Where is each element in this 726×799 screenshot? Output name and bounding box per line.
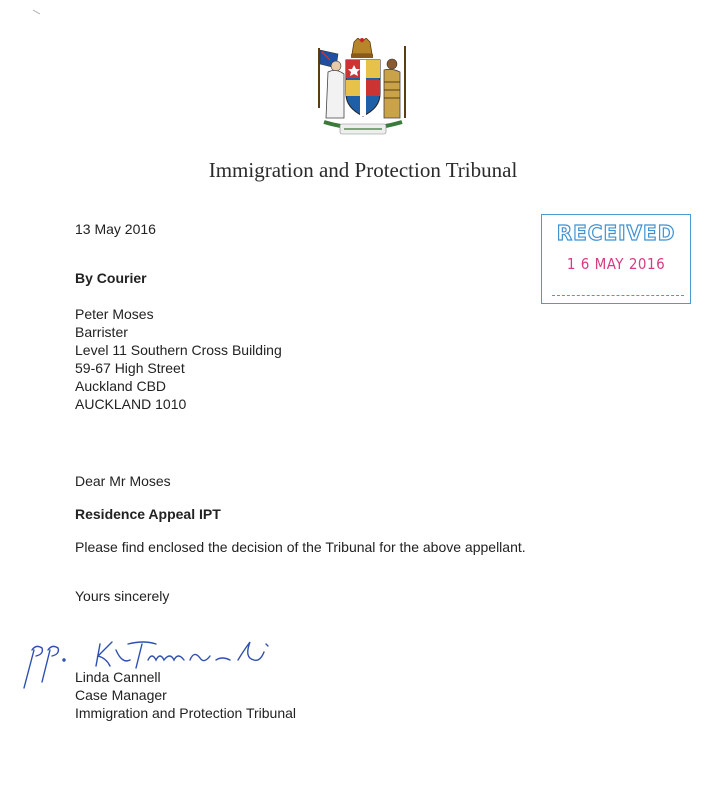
address-line: Auckland CBD: [75, 378, 167, 394]
recipient-address: [75, 305, 282, 413]
stamp-label: RECEIVED: [556, 221, 676, 245]
letterhead-title: Immigration and Protection Tribunal: [208, 158, 518, 182]
signature-block: [75, 668, 296, 722]
signer-org: Immigration and Protection Tribunal: [75, 705, 296, 721]
address-line: AUCKLAND 1010: [75, 396, 187, 412]
signer-name: Linda Cannell: [75, 669, 161, 685]
body-paragraph: Please find enclosed the decision of the Tribunal for the above appellant.: [75, 539, 526, 555]
address-line: Level 11 Southern Cross Building: [75, 342, 282, 358]
stamp-divider: [552, 295, 684, 296]
received-stamp: [541, 214, 691, 304]
address-line: Barrister: [75, 324, 128, 340]
letter-date: 13 May 2016: [75, 221, 156, 237]
stamp-date: 1 6 MAY 2016: [566, 255, 666, 273]
delivery-method: By Courier: [75, 270, 147, 286]
subject-line: Residence Appeal IPT: [75, 506, 221, 522]
address-line: Peter Moses: [75, 306, 154, 322]
address-line: 59-67 High Street: [75, 360, 185, 376]
salutation: Dear Mr Moses: [75, 473, 171, 489]
nz-coat-of-arms-icon: [304, 38, 422, 140]
scan-mark-icon: [32, 8, 46, 18]
signer-role: Case Manager: [75, 687, 167, 703]
closing: Yours sincerely: [75, 588, 170, 604]
